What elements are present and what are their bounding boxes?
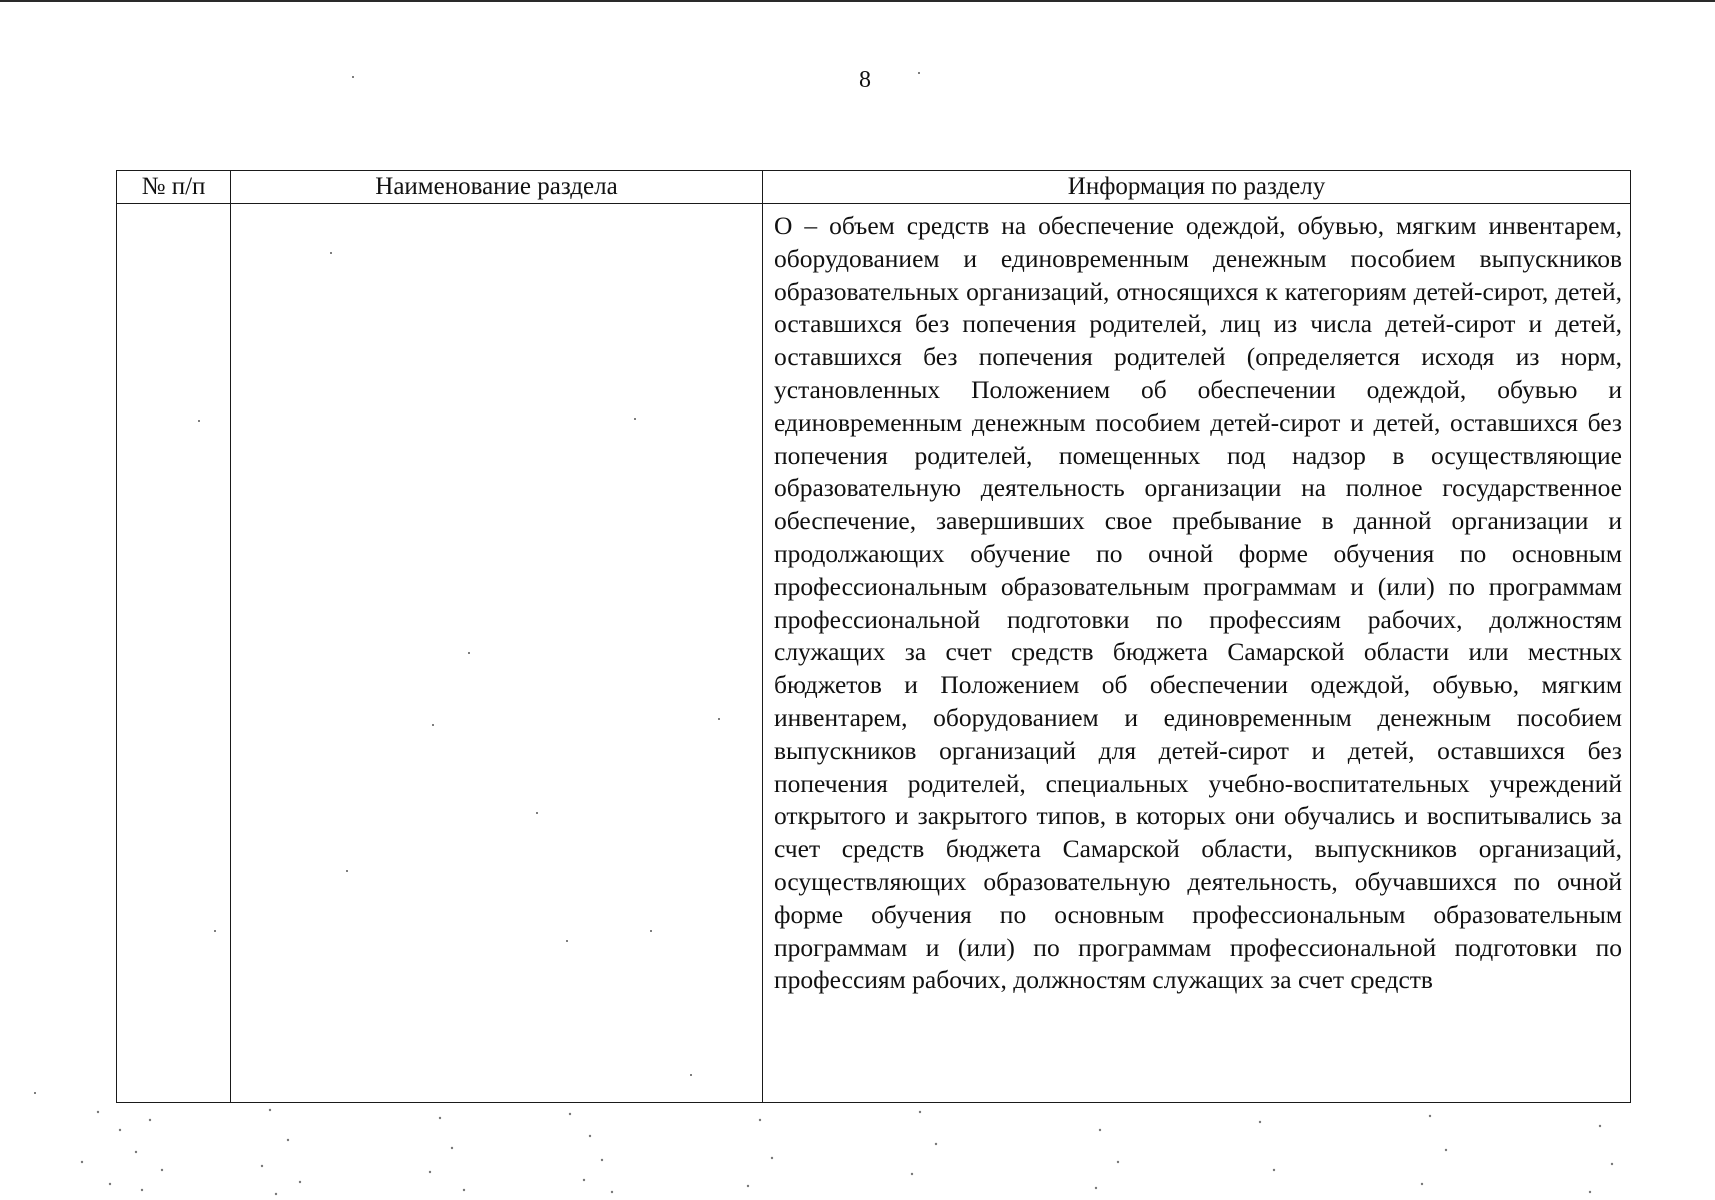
scan-speck [34, 1092, 36, 1094]
scan-speck [198, 420, 200, 422]
header-section-info: Информация по разделу [763, 171, 1631, 204]
scan-speck [214, 930, 216, 932]
header-number: № п/п [117, 171, 231, 204]
table-header-row [117, 171, 1631, 204]
scan-speck [536, 812, 538, 814]
section-table [116, 170, 1631, 1103]
scan-speck [432, 724, 434, 726]
scan-noise-band [0, 1100, 1715, 1200]
header-section-name: Наименование раздела [231, 171, 763, 204]
scan-speck [346, 870, 348, 872]
scan-speck [650, 930, 652, 932]
scan-speck [330, 252, 332, 254]
scan-speck [690, 1074, 692, 1076]
scan-speck [634, 418, 636, 420]
row-number-cell [117, 204, 231, 1103]
scan-speck [566, 940, 568, 942]
row-section-info-cell [763, 204, 1631, 1103]
table-row [117, 204, 1631, 1103]
scan-speck [918, 72, 920, 74]
row-section-name-cell [231, 204, 763, 1103]
scan-speck [468, 652, 470, 654]
section-info-text: О – объем средств на обеспечение одеждой, обувью, мягким инвентарем, оборудованием и единовременным денежным пособием выпускников образовательных организаций, относящихся к категориям детей-сирот, детей, оставшихся без попечения родителей, лиц из числа детей-сирот и детей, оставшихся без попечения родителей (определяется исходя из норм, установленных Положением об обеспечении одеждой, обувью и единовременным денежным пособием детей-сирот и детей, оставшихся без попечения родителей, помещенных под надзор в осуществляющие образовательную деятельность организации на полное государственное обеспечение, завершивших свое пребывание в данной организации и продолжающих обучение по очной форме обучения по основным профессиональным образовательным программам и (или) по программам профессиональной подготовки по профессиям рабочих, должностям служащих за счет средств бюджета Самарской области или местных бюджетов и Положением об обеспечении одеждой, обувью, мягким инвентарем, оборудованием и единовременным денежным пособием выпускников организаций для детей-сирот и детей, оставшихся без попечения родителей, специальных учебно-воспитательных учреждений открытого и закрытого типов, в которых они обучались и воспитывались за счет средств бюджета Самарской области, выпускников организаций, осуществляющих образовательную деятельность, обучавшихся по очной форме обучения по основным профессиональным образовательным программам и (или) по программам профессиональной подготовки по профессиям рабочих, должностям служащих за счет средств [774, 211, 1622, 995]
scan-speck [718, 718, 720, 720]
scan-speck [352, 76, 354, 78]
scan-top-edge [0, 0, 1715, 2]
page-number: 8 [859, 67, 871, 93]
